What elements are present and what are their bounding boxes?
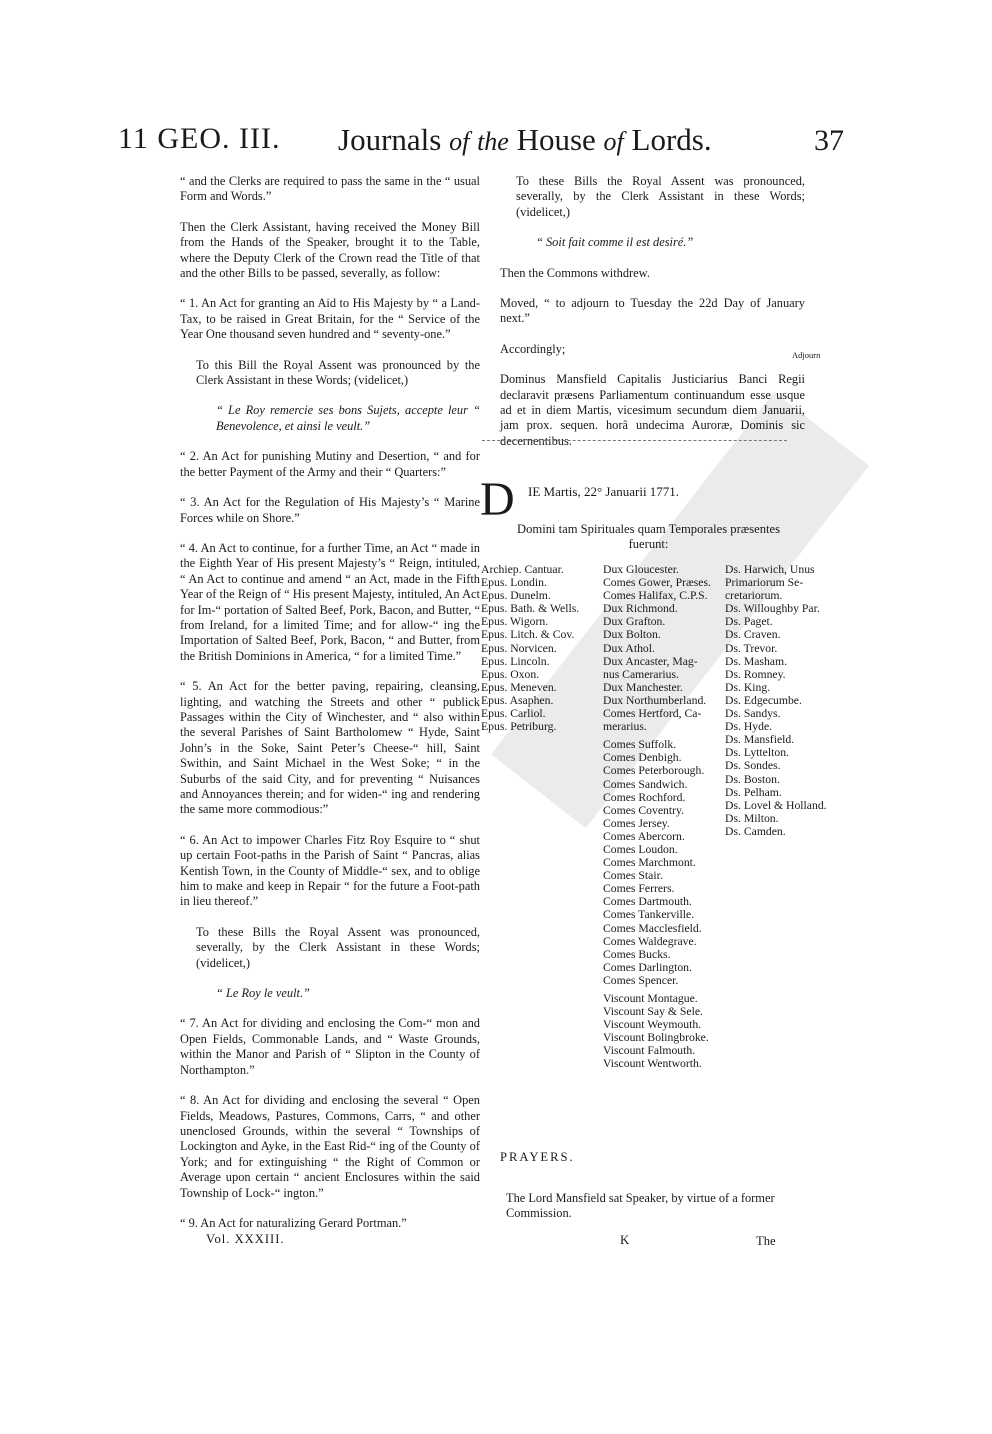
royal-assent-formula: “ Le Roy remercie ses bons Sujets, accepte leur “ Benevolence, et ainsi le veult.” <box>216 403 480 433</box>
margin-note: Adjourn <box>792 350 821 360</box>
lord-entry: Archiep. Cantuar. <box>481 563 564 576</box>
lord-entry: Ds. Lyttelton. <box>725 746 789 760</box>
lord-entry: Ds. Craven. <box>725 628 781 642</box>
lord-entry: Comes Bucks. <box>603 947 671 961</box>
lord-entry: Dux Bolton. <box>603 628 661 642</box>
lord-entry: Comes Ferrers. <box>603 882 675 896</box>
lord-entry: Comes Jersey. <box>603 816 670 830</box>
section-divider <box>482 440 787 441</box>
catchword: The <box>756 1234 776 1248</box>
paragraph: “ 6. An Act to impower Charles Fitz Roy Esquire to “ shut up certain Foot-paths in the Parish of Saint “ Pancras, alias Kentish Town, in the County of Middle-“ sex, and to oblige him to make and keep in Repair “ for the future a Foot-path in lieu thereof.” <box>180 832 480 909</box>
lord-entry: Comes Peterborough. <box>603 764 705 778</box>
lord-entry: Ds. Hyde. <box>725 720 773 734</box>
paragraph: Dominus Mansfield Capitalis Justiciarius Banci Regii declaravit præsens Parliamentum continuandum esse usque ad et in diem Martis, vicesimum secundum diem Januarii, jam prox. sequen. horâ undecima Auroræ, Dominis sic decernentibus. <box>500 372 805 448</box>
lord-entry: Epus. Asaphen. <box>481 693 554 707</box>
lord-entry: Comes Hertford, Ca- <box>603 707 702 721</box>
lord-entry: Comes Suffolk. <box>603 738 677 752</box>
royal-assent-formula: “ Soit fait comme il est desiré.” <box>536 235 694 250</box>
lord-entry: Dux Ancaster, Mag- <box>603 654 698 668</box>
lord-entry: Viscount Wentworth. <box>603 1057 702 1071</box>
speaker-paragraph: The Lord Mansfield sat Speaker, by virtue of a former Commission. <box>506 1191 775 1221</box>
lord-entry: Comes Spencer. <box>603 973 679 987</box>
lord-entry: Epus. Carliol. <box>481 707 546 721</box>
header-regnal-year: 11 GEO. III. <box>118 122 281 155</box>
paragraph: “ 5. An Act for the better paving, repairing, cleansing, lighting, and watching the Streets and other “ publick Passages within the City of Winchester, and “ also within the several Parishes of Saint Bartholomew “ Hyde, Saint John’s in the Soke, Saint Peter’s Cheese-“ hill, Saint Swithin, and Saint Michael in the West Soke; “ in the Suburbs of the said City, and for preventing “ Nuisances and Annoyances therein; and for widen-“ ing and rendering the same more commodious:” <box>180 679 480 817</box>
lord-entry: Comes Coventry. <box>603 803 685 817</box>
lord-entry: Primariorum Se- <box>725 576 804 590</box>
lord-entry: Ds. Harwich, Unus <box>725 563 815 576</box>
lord-entry: Ds. Mansfield. <box>725 733 795 747</box>
lords-spiritual-list <box>481 563 579 733</box>
lord-entry: Ds. King. <box>725 680 771 694</box>
lord-entry: Dux Manchester. <box>603 680 683 694</box>
lord-entry: Ds. Pelham. <box>725 785 782 799</box>
paragraph: Then the Commons withdrew. <box>500 265 650 280</box>
lord-entry: Ds. Boston. <box>725 772 780 786</box>
lord-entry: Comes Gower, Præses. <box>603 576 711 590</box>
lord-entry: Viscount Montague. <box>603 992 698 1005</box>
paragraph: Then the Clerk Assistant, having received the Money Bill from the Hands of the Speaker, brought it to the Table, where the Deputy Clerk of the Crown read the Title of that and the other Bills to be passed, severally, as follow: <box>180 219 480 281</box>
paragraph: “ 9. An Act for naturalizing Gerard Portman.” <box>180 1215 407 1230</box>
lord-entry: Dux Northumberland. <box>603 693 707 707</box>
signature-mark: K <box>620 1232 630 1247</box>
lord-entry: Comes Dartmouth. <box>603 895 692 909</box>
lord-entry: Comes Halifax, C.P.S. <box>603 589 708 603</box>
lord-entry: Ds. Trevor. <box>725 641 778 655</box>
lord-entry: Comes Tankerville. <box>603 908 695 922</box>
lord-entry: Ds. Camden. <box>725 824 786 838</box>
lord-entry: Epus. Lincoln. <box>481 654 550 668</box>
lord-entry: Ds. Romney. <box>725 667 786 681</box>
paragraph: To these Bills the Royal Assent was pronounced, severally, by the Clerk Assistant in these Words; (videlicet,) <box>516 174 805 219</box>
lord-entry: Epus. Petriburg. <box>481 720 557 734</box>
lord-entry: nus Camerarius. <box>603 667 679 681</box>
lord-entry: Ds. Paget. <box>725 615 773 629</box>
lord-entry: Comes Denbigh. <box>603 751 682 765</box>
prayers-heading: PRAYERS. <box>500 1150 575 1164</box>
paragraph: “ 1. An Act for granting an Aid to His Majesty by “ a Land-Tax, to be raised in Great Britain, for the “ Service of the Year One thousand seven hundred and “ seventy-one.” <box>180 296 480 342</box>
lord-entry: Dux Grafton. <box>603 615 666 629</box>
lord-entry: Epus. Dunelm. <box>481 589 551 603</box>
lord-entry: Dux Athol. <box>603 641 655 655</box>
session-date: IE Martis, 22° Januarii 1771. <box>528 484 680 499</box>
lord-entry: Comes Waldegrave. <box>603 934 697 948</box>
lord-entry: Ds. Masham. <box>725 654 788 668</box>
lord-entry: Comes Rochford. <box>603 790 686 804</box>
lord-entry: Comes Macclesfield. <box>603 921 702 935</box>
lord-entry: Epus. Wigorn. <box>481 615 549 629</box>
lord-entry: Viscount Bolingbroke. <box>603 1031 709 1045</box>
lord-entry: Dux Gloucester. <box>603 563 679 576</box>
lord-entry: Ds. Lovel & Holland. <box>725 798 827 812</box>
paragraph: “ 4. An Act to continue, for a further Time, an Act “ made in the Eighth Year of His present Majesty’s “ Reign, intituled, “ An Act to continue and amend “ an Act, made in the Fifth Year of the Reign of “ His present Majesty, intituled, An Act for Im-“ portation of Salted Beef, Pork, Bacon, and Butter, “ from Ireland, for a limited Time; and for allow-“ ing the Importation of Salted Beef, Pork, Bacon, “ and Butter, from the British Dominions in America, “ for a limited Time.” <box>180 540 480 663</box>
lord-entry: Viscount Say & Sele. <box>603 1005 703 1019</box>
lord-entry: Ds. Sondes. <box>725 759 781 773</box>
lord-entry: Viscount Falmouth. <box>603 1044 696 1058</box>
lord-entry: Epus. Litch. & Cov. <box>481 628 575 642</box>
lord-entry: Epus. Oxon. <box>481 667 540 681</box>
paragraph: “ 8. An Act for dividing and enclosing the several “ Open Fields, Meadows, Pastures, Commons, Carrs, “ and other unenclosed Grounds, within the several “ Townships of Lockington and Ayke, in the East Rid-“ ing of the County of York; and for extinguishing “ the Right of Common or Average upon certain “ ancient Enclosures within the said Township of Lock-“ ington.” <box>180 1093 480 1200</box>
lords-temporal-list <box>603 563 711 1071</box>
lord-entry: Comes Abercorn. <box>603 829 685 843</box>
lord-entry: Viscount Weymouth. <box>603 1018 702 1032</box>
lord-entry: Epus. Londin. <box>481 576 547 590</box>
attendance-heading: Domini tam Spirituales quam Temporales præsentes fuerunt: <box>517 522 780 551</box>
lord-entry: merarius. <box>603 720 647 734</box>
left-column <box>180 174 480 1246</box>
volume-footer: Vol. XXXIII. <box>206 1232 285 1246</box>
lord-entry: Comes Darlington. <box>603 960 692 974</box>
lord-entry: Epus. Norvicen. <box>481 641 557 655</box>
paragraph: “ 7. An Act for dividing and enclosing the Com-“ mon and Open Fields, Commonable Lands, and “ Waste Grounds, within the Manor and Parish of “ Slipton in the County of Northampton.” <box>180 1016 480 1077</box>
lord-entry: Comes Loudon. <box>603 842 678 856</box>
lord-entry: Ds. Sandys. <box>725 707 781 721</box>
paragraph: “ 2. An Act for punishing Mutiny and Desertion, “ and for the better Payment of the Army and their “ Quarters:” <box>180 449 480 479</box>
lord-entry: Ds. Milton. <box>725 811 779 825</box>
lord-entry: Ds. Edgecumbe. <box>725 693 802 707</box>
lord-entry: Comes Sandwich. <box>603 777 688 791</box>
paragraph: “ and the Clerks are required to pass the same in the “ usual Form and Words.” <box>180 174 480 204</box>
lord-entry: cretariorum. <box>725 589 783 603</box>
header-title: Journals of the House of Lords. <box>338 122 712 157</box>
paragraph: “ 3. An Act for the Regulation of His Majesty’s “ Marine Forces while on Shore.” <box>180 495 480 525</box>
lord-entry: Epus. Bath. & Wells. <box>481 602 580 616</box>
barons-list <box>725 563 827 838</box>
drop-cap: D <box>480 473 515 526</box>
lord-entry: Ds. Willoughby Par. <box>725 602 820 616</box>
paragraph: To this Bill the Royal Assent was pronounced by the Clerk Assistant in these Words; (videlicet,) <box>196 357 480 388</box>
lord-entry: Comes Stair. <box>603 869 663 883</box>
paragraph: Accordingly; <box>500 341 566 356</box>
lord-entry: Epus. Meneven. <box>481 680 557 694</box>
paragraph: Moved, “ to adjourn to Tuesday the 22d Day of January next.” <box>500 296 805 326</box>
royal-assent-formula: “ Le Roy le veult.” <box>216 986 310 1001</box>
right-column <box>500 174 805 464</box>
lord-entry: Comes Marchmont. <box>603 856 696 870</box>
lord-entry: Dux Richmond. <box>603 602 678 616</box>
page-number: 37 <box>814 124 844 157</box>
paragraph: To these Bills the Royal Assent was pronounced, severally, by the Clerk Assistant in these Words; (videlicet,) <box>196 924 480 970</box>
